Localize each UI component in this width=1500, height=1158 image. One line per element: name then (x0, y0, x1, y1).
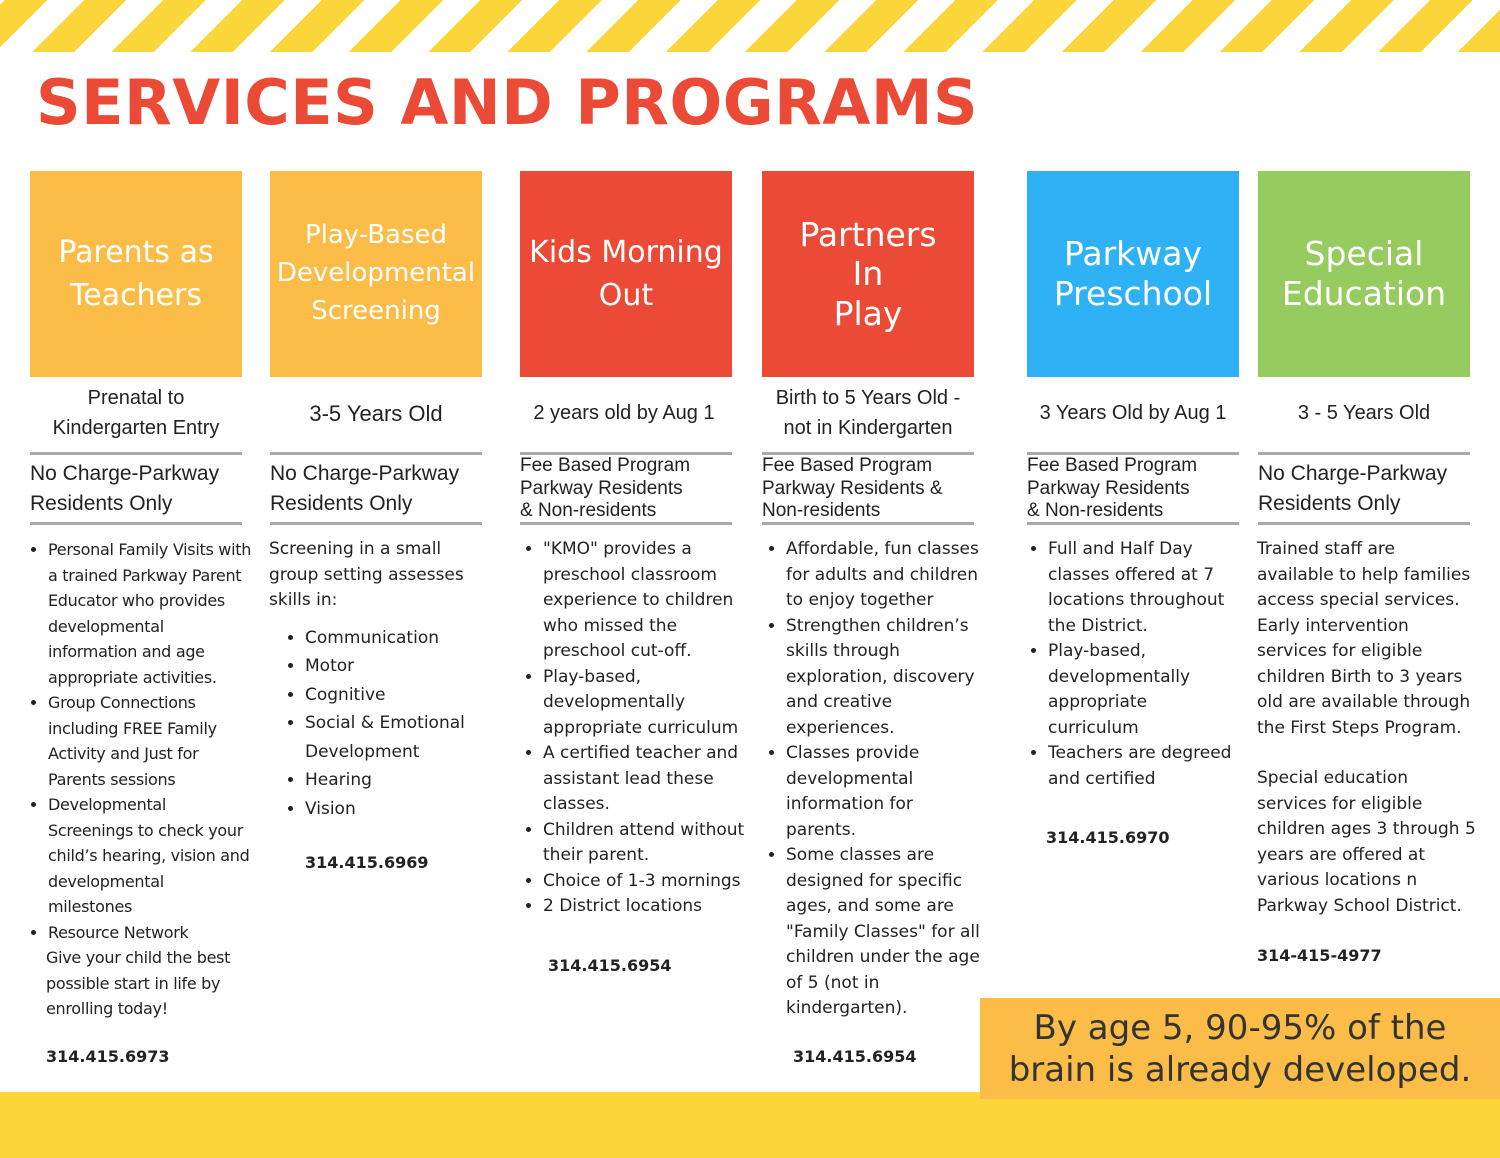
tile-special-education: Special Education (1258, 171, 1470, 377)
top-hazard-stripes (0, 0, 1500, 52)
tile-kids-morning-out: Kids Morning Out (520, 171, 732, 377)
tile-parents-as-teachers: Parents as Teachers (30, 171, 242, 377)
phone-parkway-preschool: 314.415.6970 (1046, 828, 1170, 847)
list-item: • Cognitive (305, 681, 494, 710)
details-special-education (1257, 537, 1492, 919)
list-item: • Teachers are degreed and certified (1048, 741, 1242, 792)
list-item: • Motor (305, 652, 494, 681)
list-item: • Children attend without their parent. (543, 818, 749, 869)
list-item: • Classes provide developmental information for parents. (786, 741, 985, 843)
list-item: • Hearing (305, 766, 494, 795)
ages-parents-as-teachers: Prenatal to Kindergarten Entry (52, 387, 220, 439)
list-item: • Group Connections including FREE Family Activity and Just for Parents sessions (48, 690, 252, 792)
list-item: • Resource Network (48, 920, 252, 946)
phone-parents-as-teachers: 314.415.6973 (46, 1047, 170, 1066)
bottom-yellow-band (0, 1092, 1500, 1158)
list-item: • Communication (305, 624, 494, 653)
details-play-based-screening (269, 537, 494, 823)
page-title: SERVICES AND PROGRAMS (36, 66, 979, 139)
phone-play-based-screening: 314.415.6969 (305, 853, 429, 872)
eligibility-partners-in-play: Fee Based Program Parkway Residents & Non-residents (762, 455, 943, 522)
list-item: • Social & Emotional Development (305, 709, 494, 766)
early-intervention-text: Trained staff are available to help families access special services. Early intervention services for eligible children Birth to 3 years old are available through the First Steps Program. (1257, 539, 1471, 738)
eligibility-parkway-preschool: Fee Based Program Parkway Residents & Non-residents (1027, 455, 1198, 522)
eligibility-parents-as-teachers: No Charge-Parkway Residents Only (30, 461, 220, 515)
eligibility-kids-morning-out: Fee Based Program Parkway Residents & Non-residents (520, 455, 691, 522)
phone-special-education: 314-415-4977 (1257, 946, 1382, 965)
list-item: • Vision (305, 795, 494, 824)
list-item: • Affordable, fun classes for adults and children to enjoy together (786, 537, 985, 614)
list-item: • A certified teacher and assistant lead these classes. (543, 741, 749, 818)
list-item: • Strengthen children’s skills through exploration, discovery and creative experiences. (786, 614, 985, 742)
list-item: • Full and Half Day classes offered at 7 locations throughout the District. (1048, 537, 1242, 639)
screening-intro: Screening in a small group setting assesses skills in: (269, 539, 464, 610)
details-parkway-preschool (1022, 537, 1242, 792)
divider (1258, 452, 1470, 455)
list-item: • "KMO" provides a preschool classroom experience to children who missed the preschool cut-off. (543, 537, 749, 665)
list-item: • Developmental Screenings to check your child’s hearing, vision and developmental milestones (48, 792, 252, 920)
tile-partners-in-play: Partners In Play (762, 171, 974, 377)
tile-play-based-screening: Play-Based Developmental Screening (270, 171, 482, 377)
list-item: • Personal Family Visits with a trained Parkway Parent Educator who provides developmental information and age appropriate activities. (48, 537, 252, 690)
divider (762, 522, 974, 525)
ages-parkway-preschool: 3 Years Old by Aug 1 (1039, 402, 1227, 424)
list-item: • 2 District locations (543, 894, 749, 920)
list-item: • Choice of 1-3 mornings (543, 869, 749, 895)
ages-partners-in-play: Birth to 5 Years Old - not in Kindergarten (775, 387, 961, 439)
enroll-note: Give your child the best possible start in life by enrolling today! (46, 948, 231, 1018)
details-kids-morning-out (517, 537, 749, 920)
details-parents-as-teachers (22, 537, 252, 1022)
divider (30, 522, 242, 525)
divider (270, 522, 482, 525)
list-item: • Some classes are designed for specific ages, and some are "Family Classes" for all children under the age of 5 (not in kindergarten). (786, 843, 985, 1022)
tile-parkway-preschool: Parkway Preschool (1027, 171, 1239, 377)
ages-play-based-screening: 3-5 Years Old (309, 400, 443, 426)
ages-special-education: 3 - 5 Years Old (1297, 402, 1431, 424)
list-item: • Play-based, developmentally appropriate curriculum (1048, 639, 1242, 741)
divider (270, 452, 482, 455)
phone-kids-morning-out: 314.415.6954 (548, 956, 672, 975)
special-education-text: Special education services for eligible children ages 3 through 5 years are offered at various locations n Parkway School District. (1257, 768, 1476, 916)
phone-partners-in-play: 314.415.6954 (793, 1047, 917, 1066)
ages-kids-morning-out: 2 years old by Aug 1 (533, 402, 715, 424)
brain-development-callout: By age 5, 90-95% of the brain is already developed. (980, 998, 1500, 1099)
details-partners-in-play (760, 537, 985, 1022)
divider (30, 452, 242, 455)
list-item: • Play-based, developmentally appropriate curriculum (543, 665, 749, 742)
divider (1027, 522, 1239, 525)
divider (1258, 522, 1470, 525)
eligibility-play-based-screening: No Charge-Parkway Residents Only (270, 461, 460, 515)
divider (520, 522, 732, 525)
eligibility-special-education: No Charge-Parkway Residents Only (1258, 461, 1448, 515)
